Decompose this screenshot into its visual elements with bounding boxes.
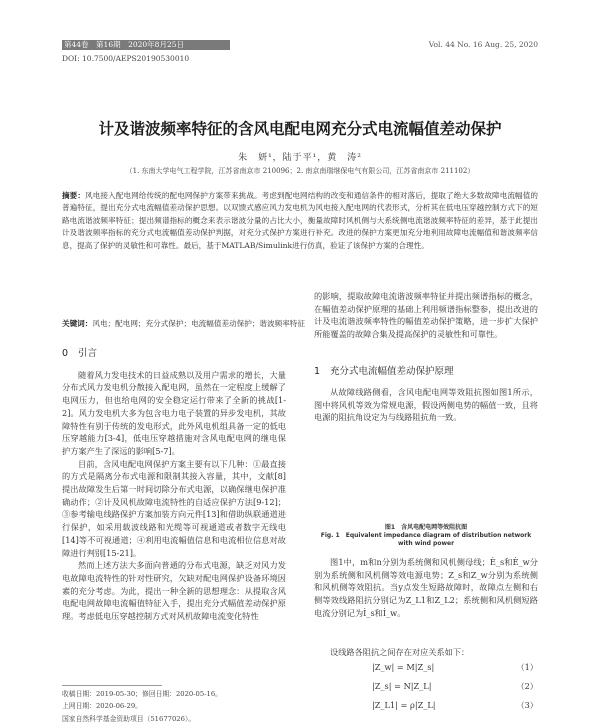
abstract (62, 190, 538, 252)
journal-issue: 第44卷 第16期 2020年8月25日 (64, 40, 184, 49)
figure-caption (314, 524, 538, 549)
intro-continuation: 的影响，提取故障电流谐波频率特征并提出频谱指标的概念，在幅值差动保护原理的基础上利用频谱指标整参，提出改进的计及电流谐波频率特性的幅值差动保护策略，进一步扩大保护所能覆盖的故障合集及提高保护的灵敏性和可靠性。 (314, 291, 538, 340)
abstract-text: 风电接入配电网给传统的配电网保护方案带来挑战。考虑到配电网结构的改变和通信条件的相对落后，提取了绝大多数故障电流幅值的普遍特征，提出充分式电流幅值差动保护思想。以双馈式感应风力发电机为风电接入配电网的代表形式，分析其在低电压穿越控制方式下的短路电流谐波频率特征；提出频谱指标的概念来表示谐波分量的占比大小，衡量故障时风机侧与大系统侧电流谐波频率特征的差异，基于此提出计及谐波频率指标的充分式电流幅值差动保护判据，对充分式保护方案进行补充。改进的保护方案更加充分地利用故障电流幅值和谐波频率信息，提高了保护的灵敏性和可靠性。最后，基于MATLAB/Simulink进行仿真，验证了该保护方案的合理性。 (62, 191, 539, 250)
equation-number: （2） (516, 681, 538, 691)
figure-caption-en-label: Fig. 1 (320, 532, 340, 540)
intro-paragraph-3: 然而上述方法大多面向普通的分布式电源，缺乏对风力发电故障电流特性的针对性研究，欠缺对配电网保护设备环境因素的充分考虑。为此，提出一种全新的思想理念：从提取含风电配电网故障电流幅值特征入手，提出充分式幅值差动保护原理。考虑低电压穿越控制方式对风机故障电流变化特性 (62, 560, 286, 622)
section-title: 引言 (78, 348, 98, 359)
section-title: 充分式电流幅值差动保护原理 (330, 366, 454, 377)
section-number: 1 (314, 366, 321, 377)
figure-caption-en: Equivalent impedance diagram of distribution network with wind power (345, 532, 532, 548)
equation-number: （1） (516, 662, 538, 672)
footnote-divider (62, 685, 162, 686)
keywords-label: 关键词： (62, 319, 93, 328)
equation-number: （3） (516, 700, 538, 710)
authors: 朱 妍¹，陆于平¹，黄 涛² (238, 153, 362, 163)
affiliation: （1. 东南大学电气工程学院，江苏省南京市 210096；2. 南京南瑞继保电气有限公司，江苏省南京市 211102） (125, 167, 475, 175)
section-heading-intro (62, 348, 286, 361)
abstract-label: 摘要： (62, 191, 86, 200)
doi[interactable]: DOI: 10.7500/AEPS20190530010 (62, 54, 190, 63)
journal-issue-en: Vol. 44 No. 16 Aug. 25, 2020 (428, 40, 538, 49)
equation-body: |Z_w| = M|Z_s| (372, 662, 435, 672)
section-heading-1 (314, 366, 454, 379)
equation-body: |Z_s| = N|Z_L| (372, 681, 432, 691)
equation-body: |Z_L1| = ρ|Z_L| (372, 700, 436, 710)
equation-intro: 设线路各阻抗之间存在对应关系如下： (330, 647, 470, 657)
figure-caption-cn: 图1 含风电配电网等效阻抗图 (384, 524, 468, 531)
section-number: 0 (62, 348, 69, 359)
footnotes (62, 688, 286, 725)
keywords-text: 风电；配电网；充分式保护；电流幅值差动保护；谐波频率特征 (92, 319, 305, 328)
intro-paragraph-2: 目前，含风电配电网保护方案主要有以下几种：①最直接的方式是隔离分布式电源和限制其接入容量，其中，文献[8]提出故障发生后第一时间切除分布式电源，以确保继电保护准确动作；②计及风机故障电流特性的自适应保护方法[9-12]；③参考输电线路保护方案加装方向元件[13]和借助纵联通道进行保护，如采用载波线路和光缆等可视通道或者数字无线电[14]等不可视通道；④利用电流幅值信息和电流相位信息对故障进行判别[15-21]。 (62, 458, 286, 558)
footnote-funding: 国家自然科学基金资助项目（51677026）。 (62, 714, 196, 723)
footnote-received: 收稿日期：2019-05-30；修回日期：2020-05-16。 (62, 690, 222, 698)
figure-description: 图1中，m和n分别为系统侧和风机侧母线；Ė_s和Ė_w分别为系统侧和风机侧等效电源电势；Z_s和Z_w分别为系统侧和风机侧等效阻抗。当y点发生短路故障时，故障点左侧和右侧等效线路阻抗分别记为Z_L1和Z_L2；系统侧和风机侧短路电流分别记为İ_s和İ_w。 (314, 557, 538, 618)
intro-paragraph-1: 随着风力发电技术的日益成熟以及用户需求的增长，大量分布式风力发电机分散接入配电网，虽然在一定程度上缓解了电网压力，但也给电网的安全稳定运行带来了全新的挑战[1-2]。风力发电机大多为包含电力电子装置的异步发电机，其故障特性有别于传统的发电形式，此外风电机组具备一定的低电压穿越能力[3-4]，低电压穿越措施对含风电配电网的继电保护方案产生了深远的影响[5-7]。 (62, 369, 286, 456)
footnote-online: 上网日期：2020-06-29。 (62, 702, 142, 711)
paper-title: 计及谐波频率特征的含风电配电网充分式电流幅值差动保护 (98, 120, 502, 138)
left-column (62, 348, 286, 623)
section1-paragraph: 从故障线路侧看，含风电配电网等效阻抗图如图1所示，图中将风机等效为常规电源，假设两侧电势的幅值一致，且将电源的阻抗角设定为与线路阻抗角一致。 (314, 387, 538, 423)
